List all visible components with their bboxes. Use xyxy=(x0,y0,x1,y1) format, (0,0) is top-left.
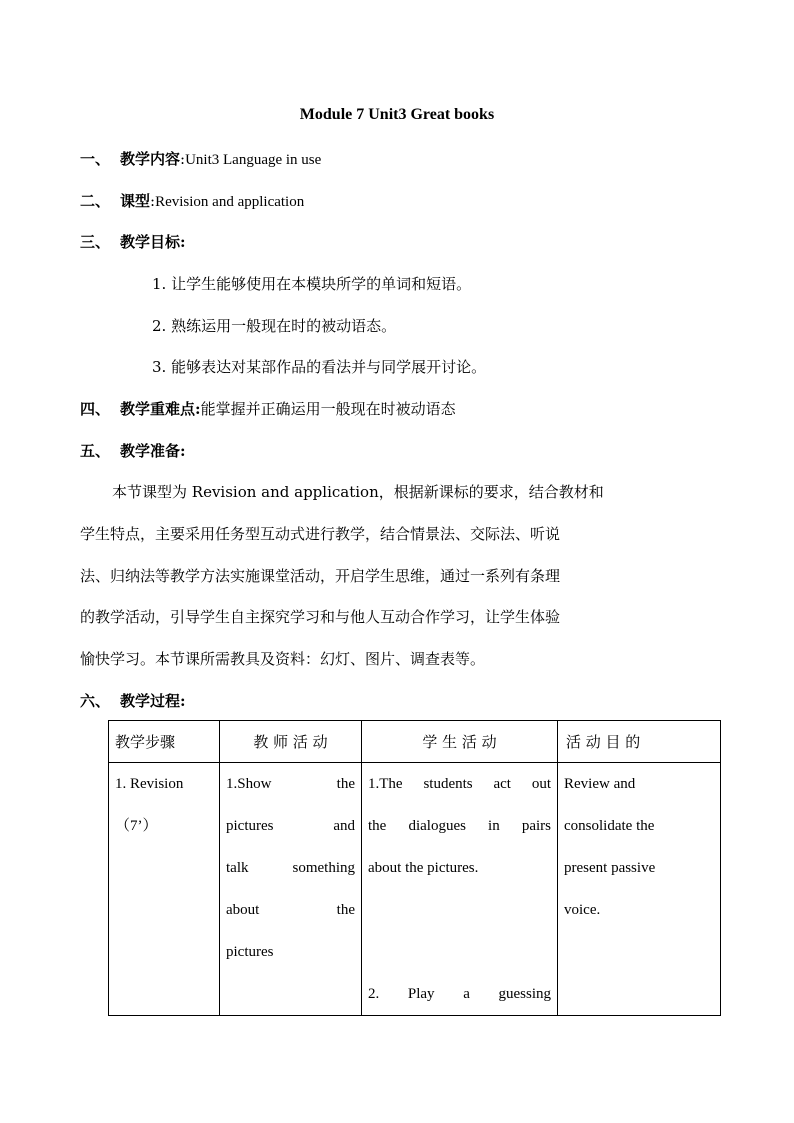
cell-line: pictures and xyxy=(226,818,355,834)
cell-line: about the pictures. xyxy=(368,860,479,876)
section-label: 教学重难点 xyxy=(120,400,196,418)
section-goals xyxy=(80,231,186,253)
goal-item: 1. 让学生能够使用在本模块所学的单词和短语。 xyxy=(152,275,472,293)
section-number: 六、 xyxy=(80,692,111,710)
paragraph-line: 的教学活动，引导学生自主探究学习和与他人互动合作学习，让学生体验 xyxy=(80,608,561,626)
cell-line: 2. Play a guessing xyxy=(368,986,551,1002)
cell-teacher xyxy=(220,763,362,1016)
section-number: 一、 xyxy=(80,150,111,168)
process-table xyxy=(108,720,721,1016)
section-content xyxy=(80,148,321,171)
section-label: 教学过程 xyxy=(120,692,181,710)
goal-item: 3. 能够表达对某部作品的看法并与同学展开讨论。 xyxy=(152,358,487,376)
table-row xyxy=(109,763,721,1016)
cell-student xyxy=(362,763,558,1016)
section-label: 教学准备 xyxy=(120,442,181,460)
cell-spacer xyxy=(368,889,551,931)
section-value: Unit3 Language in use xyxy=(185,152,322,168)
header-purpose: 活 动 目 的 xyxy=(558,721,721,763)
paragraph-line: 法、归纳法等教学方法实施课堂活动，开启学生思维，通过一系列有条理 xyxy=(80,567,561,585)
cell-line: 1.Show the xyxy=(226,776,355,792)
section-preparation xyxy=(80,440,186,462)
cell-line: the dialogues in pairs xyxy=(368,818,551,834)
cell-line: talk something xyxy=(226,860,355,876)
section-label: 教学目标 xyxy=(120,233,181,251)
document-title: Module 7 Unit3 Great books xyxy=(299,106,495,123)
table-header-row xyxy=(109,721,721,763)
section-separator: : xyxy=(180,442,186,460)
header-student: 学 生 活 动 xyxy=(362,721,558,763)
section-separator: : xyxy=(180,150,186,168)
header-teacher: 教 师 活 动 xyxy=(220,721,362,763)
cell-line: （7’） xyxy=(115,818,158,834)
section-number: 四、 xyxy=(80,400,111,418)
cell-line: present passive xyxy=(564,860,656,876)
section-key-points xyxy=(80,398,456,420)
section-number: 三、 xyxy=(80,233,111,251)
section-separator: : xyxy=(180,692,186,710)
section-value: 能掌握并正确运用一般现在时被动语态 xyxy=(200,400,456,418)
section-value: Revision and application xyxy=(155,194,305,210)
cell-line: about the xyxy=(226,902,355,918)
paragraph-line: 愉快学习。本节课所需教具及资料：幻灯、图片、调查表等。 xyxy=(80,650,486,668)
cell-line: 1.The students act out xyxy=(368,776,551,792)
cell-purpose xyxy=(558,763,721,1016)
section-separator: : xyxy=(180,233,186,251)
section-number: 五、 xyxy=(80,442,111,460)
section-separator: : xyxy=(195,400,201,418)
cell-step xyxy=(109,763,220,1016)
header-step: 教学步骤 xyxy=(109,721,220,763)
paragraph-line: 学生特点，主要采用任务型互动式进行教学，结合情景法、交际法、听说 xyxy=(80,525,561,543)
section-lesson-type xyxy=(80,190,304,213)
cell-line: Review and xyxy=(564,776,636,792)
goal-item: 2. 熟练运用一般现在时的被动语态。 xyxy=(152,317,397,335)
section-label: 教学内容 xyxy=(120,150,181,168)
paragraph-line: 本节课型为 Revision and application，根据新课标的要求，结合教材和 xyxy=(112,483,604,501)
cell-line: pictures xyxy=(226,944,274,960)
section-separator: : xyxy=(150,192,156,210)
cell-line: consolidate the xyxy=(564,818,655,834)
cell-line: voice. xyxy=(564,902,601,918)
cell-line: 1. Revision xyxy=(115,776,184,792)
section-label: 课型 xyxy=(120,192,151,210)
section-process xyxy=(80,690,186,712)
section-number: 二、 xyxy=(80,192,111,210)
